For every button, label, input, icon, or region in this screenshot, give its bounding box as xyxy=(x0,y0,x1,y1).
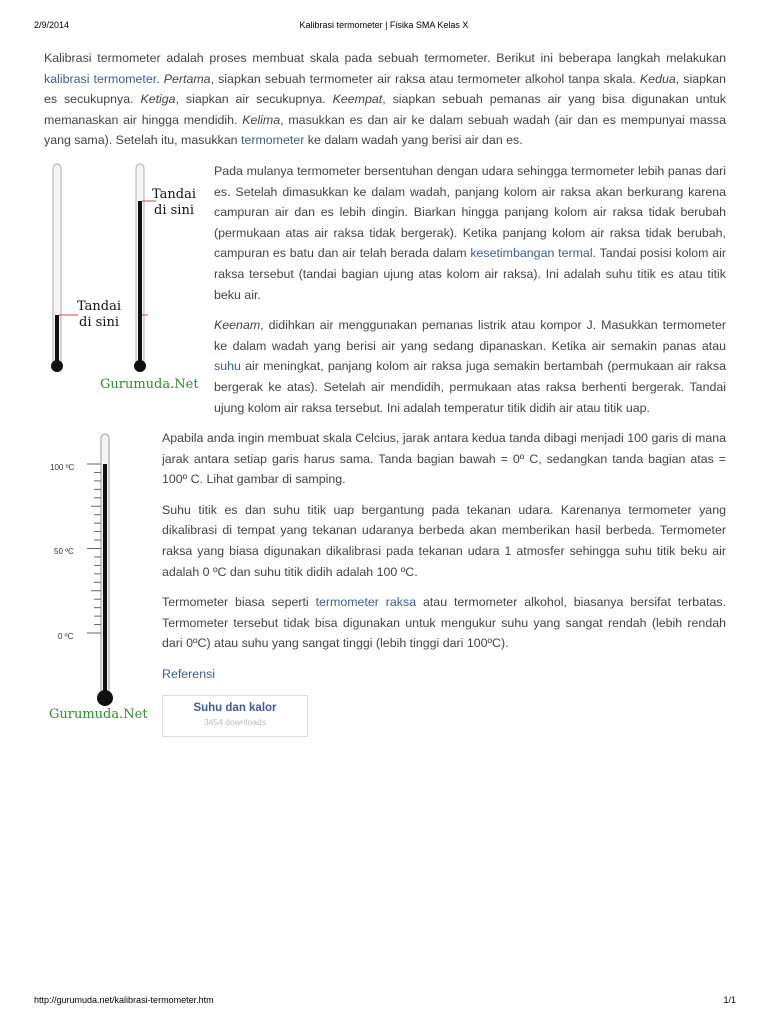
link-referensi[interactable]: Referensi xyxy=(162,667,216,682)
link-kesetimbangan-termal[interactable]: kesetimbangan termal xyxy=(470,246,593,261)
paragraph-intro: Kalibrasi termometer adalah proses membuat skala pada sebuah termometer. Berikut ini beberapa langkah melakukan kalibrasi termometer. Pertama, siapkan sebuah termometer air raksa atau termometer alkohol tanpa skala. Kedua, siapkan es secukupnya. Ketiga, siapkan air secukupnya. Keempat, siapkan sebuah pemanas air yang bisa digunakan untuk memanaskan air hingga mendidih. Kelima, masukkan es dan air ke dalam sebuah wadah (air dan es mempunyai massa yang sama). Setelah itu, masukkan termometer ke dalam wadah yang berisi air dan es. xyxy=(44,51,727,148)
download-title: Suhu dan kalor xyxy=(193,701,277,714)
scale-ticks xyxy=(87,464,101,633)
link-kalibrasi-termometer[interactable]: kalibrasi termometer xyxy=(44,71,157,86)
link-suhu[interactable]: suhu xyxy=(214,359,241,374)
download-card[interactable] xyxy=(162,695,308,737)
footer-url: http://gurumuda.net/kalibrasi-termometer.htm xyxy=(34,995,214,1005)
scale-label-100: 100 ºC xyxy=(50,463,75,473)
paragraph-celsius-scale: Apabila anda ingin membuat skala Celcius, jarak antara kedua tanda dibagi menjadi 100 garis di mana jarak antara setiap garis harus sama. Tanda bagian bawah = 0º C, sedangkan tanda bagian atas = 100º C. Lihat gambar di samping. xyxy=(162,431,726,487)
mark-label-ice-point: Tandai di sini xyxy=(76,298,121,330)
link-termometer-raksa[interactable]: termometer raksa xyxy=(315,595,417,610)
paragraph-steam-point: Keenam, didihkan air menggunakan pemanas listrik atau kompor J. Masukkan termometer ke dalam wadah yang berisi air yang sedang dipanaskan. Ketika air semakin panas atau suhu air meningkat, panjang kolom air raksa juga semakin bertambah (permukaan air raksa bergerak ke atas). Setelah air mendidih, permukaan atas raksa berhenti bergerak. Tandai ujung kolom air raksa tersebut. Ini adalah temperatur titik didih air atau titik uap. xyxy=(214,318,726,415)
thermometer-marking-figure xyxy=(44,161,204,411)
celsius-scale-figure xyxy=(44,430,154,730)
download-count: 3454 downloads xyxy=(204,716,266,727)
mark-label-steam-point: Tandai di sini xyxy=(151,186,196,218)
watermark-gurumuda-2: Gurumuda.Net xyxy=(49,707,148,723)
paragraph-limitations: Termometer biasa seperti termometer raksa atau termometer alkohol, biasanya bersifat terbatas. Termometer tersebut tidak bisa digunakan untuk mengukur suhu yang sangat rendah (lebih rendah dari 0ºC) atau suhu yang sangat tinggi (lebih tinggi dari 100ºC). xyxy=(162,595,726,651)
footer-page-number: 1/1 xyxy=(723,995,736,1005)
paragraph-pressure: Suhu titik es dan suhu titik uap bergantung pada tekanan udara. Karenanya termometer yang dikalibrasi di tempat yang tekanan udaranya berbeda akan memberikan hasil berbeda. Termometer raksa yang biasa digunakan dikalibrasi pada tekanan udara 1 atmosfer sehingga suhu titik beku air adalah 0 ºC dan suhu titik didih adalah 100 ºC. xyxy=(162,502,726,579)
paragraph-ice-point: Pada mulanya termometer bersentuhan dengan udara sehingga termometer lebih panas dari es. Setelah dimasukkan ke dalam wadah, panjang kolom air raksa akan berkurang karena campuran air dan es lebih dingin. Biarkan hingga panjang kolom air raksa tidak berubah (permukaan atas air raksa tidak bergerak). Ketika panjang kolom air raksa tidak berubah, campuran es batu dan air telah berada dalam kesetimbangan termal. Tandai posisi kolom air raksa tersebut (tandai bagian ujung atas kolom air raksa). Ini adalah suhu titik es atau titik beku air. xyxy=(214,163,726,302)
header-date: 2/9/2014 xyxy=(34,20,70,30)
watermark-gurumuda: Gurumuda.Net xyxy=(100,376,199,392)
scale-label-50: 50 ºC xyxy=(54,547,74,557)
article-body xyxy=(44,48,726,737)
scale-label-0: 0 ºC xyxy=(58,632,74,642)
link-termometer[interactable]: termometer xyxy=(240,133,305,148)
header-title: Kalibrasi termometer | Fisika SMA Kelas X xyxy=(299,20,469,30)
